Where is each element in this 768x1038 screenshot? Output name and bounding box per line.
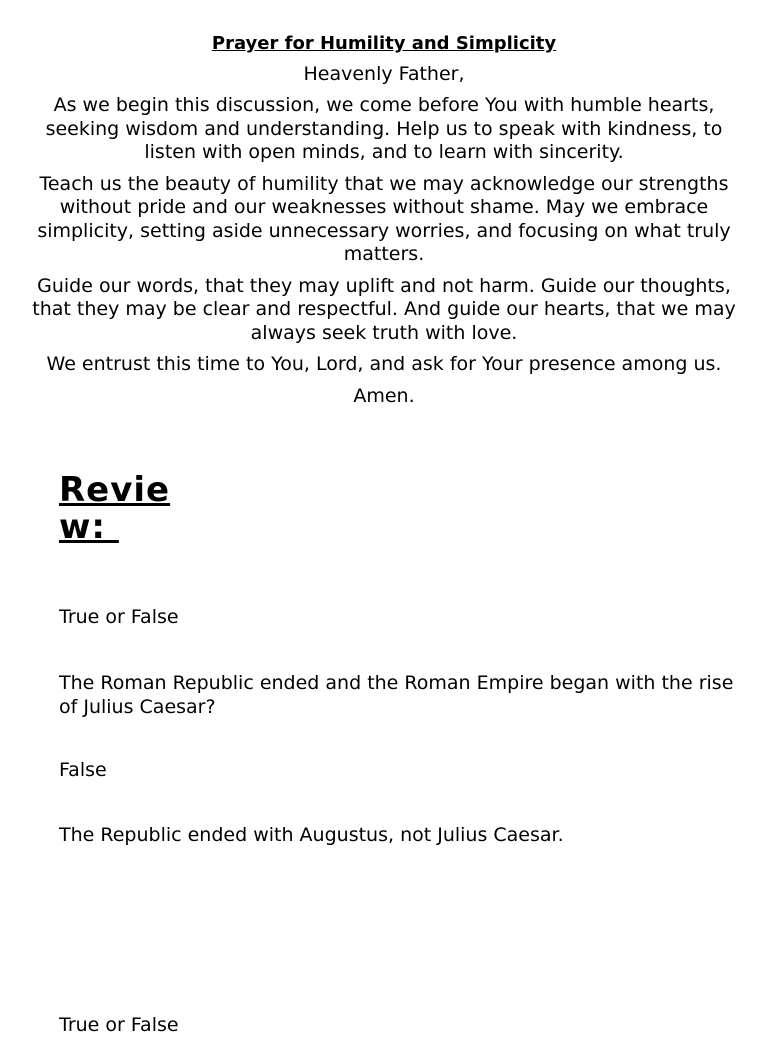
review-heading-underline — [106, 509, 136, 546]
review-answer: False — [59, 759, 107, 781]
prayer-paragraph-4: We entrust this time to You, Lord, and ask for Your presence among us. — [46, 353, 722, 375]
next-section-label: True or False — [59, 1014, 179, 1036]
prayer-title: Prayer for Humility and Simplicity — [211, 33, 557, 54]
prayer-closing: Amen. — [353, 384, 415, 407]
prayer-section — [30, 32, 738, 416]
prayer-salutation: Heavenly Father, — [303, 62, 465, 85]
review-heading — [59, 472, 189, 546]
prayer-paragraph-2: Teach us the beauty of humility that we may acknowledge our strengths without pride and our weaknesses without shame. May we embrace simplicity, setting aside unnecessary worries, and focusing on what truly matters. — [37, 172, 731, 265]
section-label: True or False — [59, 606, 179, 628]
prayer-paragraph-1: As we begin this discussion, we come before You with humble hearts, seeking wisdom and understanding. Help us to speak with kindness, to listen with open minds, and to learn with sincerity. — [45, 94, 723, 163]
prayer-paragraph-3: Guide our words, that they may uplift and not harm. Guide our thoughts, that they may be clear and respectful. And guide our hearts, that we may always seek truth with love. — [32, 274, 736, 344]
review-heading-text: Review: — [59, 470, 171, 547]
review-explanation: The Republic ended with Augustus, not Julius Caesar. — [59, 824, 564, 846]
review-question: The Roman Republic ended and the Roman Empire began with the rise of Julius Caesar? — [59, 672, 734, 718]
